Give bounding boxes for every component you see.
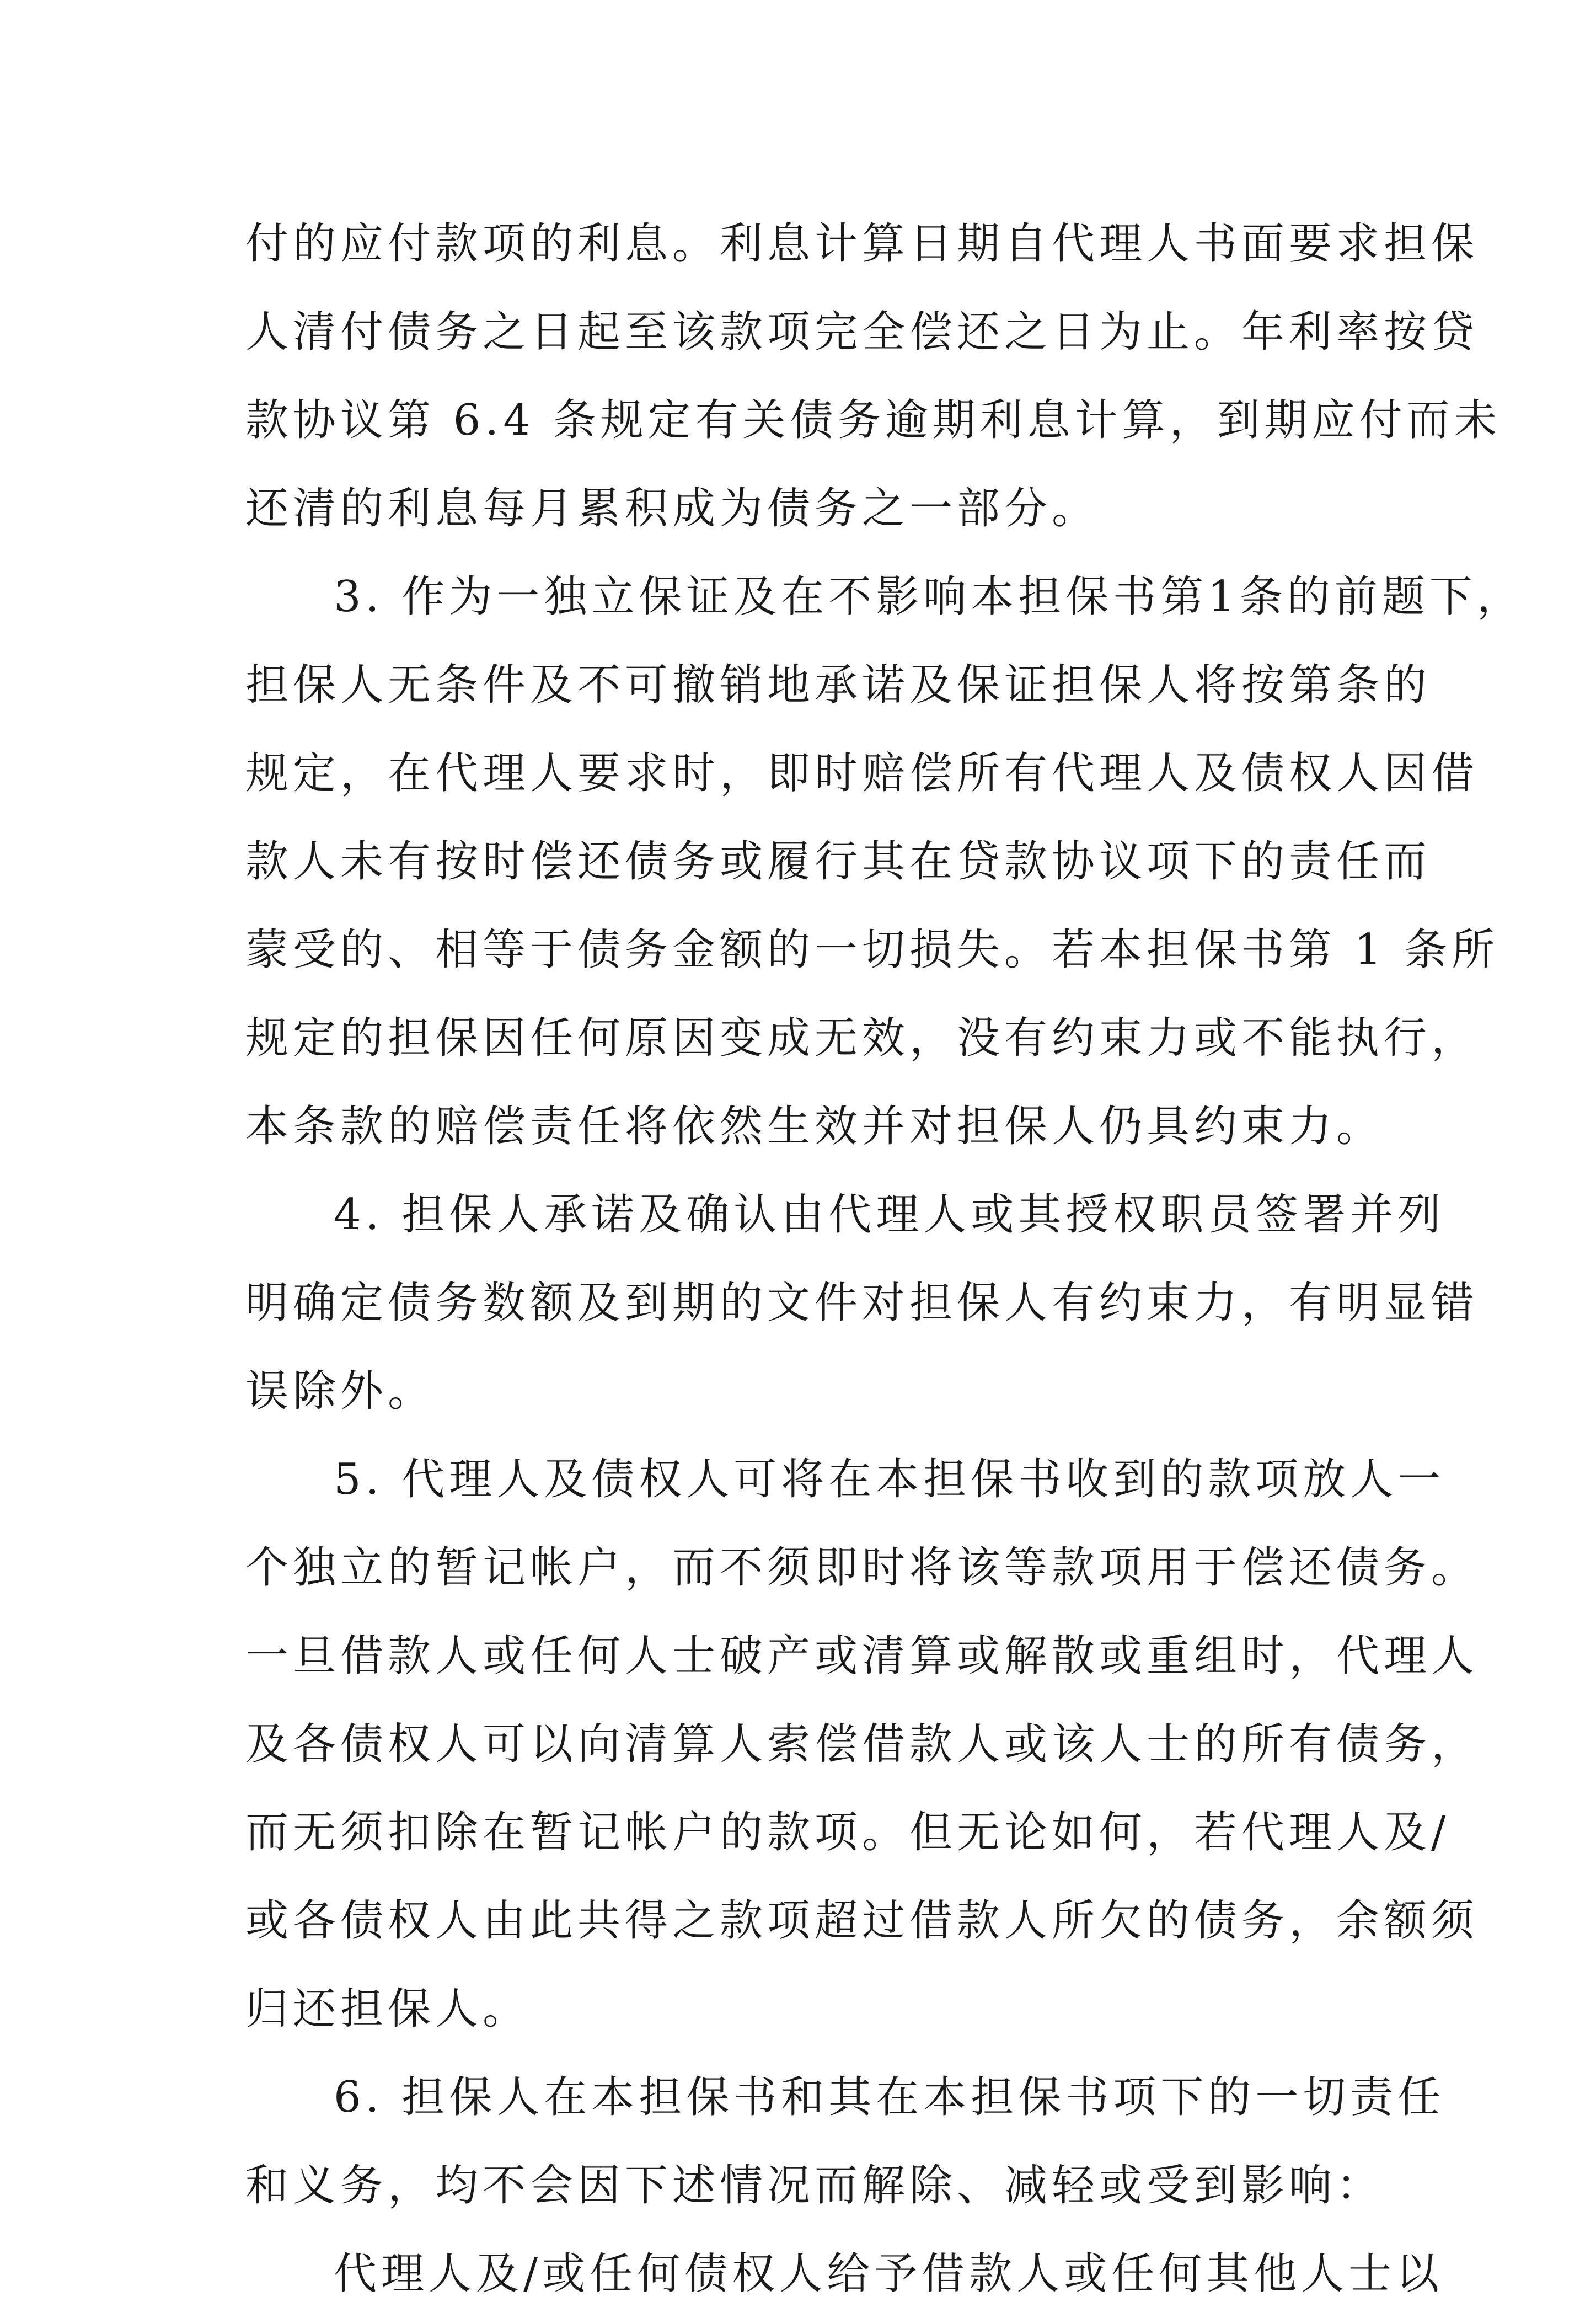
- text-line: 蒙受的、相等于债务金额的一切损失。若本担保书第 1 条所: [245, 925, 1499, 975]
- text-line: 人清付债务之日起至该款项完全偿还之日为止。年利率按贷: [245, 307, 1479, 357]
- text-line: 款人未有按时偿还债务或履行其在贷款协议项下的责任而: [245, 837, 1432, 886]
- document-body: [245, 200, 1524, 2318]
- text-line: 归还担保人。: [245, 1984, 531, 2034]
- text-line: 规定的担保因任何原因变成无效，没有约束力或不能执行，: [245, 1013, 1479, 1063]
- text-line: 担保人无条件及不可撤销地承诺及保证担保人将按第条的: [245, 660, 1432, 710]
- text-line: 4. 担保人承诺及确认由代理人或其授权职员签署并列: [334, 1190, 1445, 1240]
- text-line: 个独立的暂记帐户，而不须即时将该等款项用于偿还债务。: [245, 1543, 1479, 1593]
- text-line: 误除外。: [245, 1366, 436, 1416]
- text-line: 规定，在代理人要求时，即时赔偿所有代理人及债权人因借: [245, 749, 1479, 798]
- text-line: 5. 代理人及债权人可将在本担保书收到的款项放人一: [334, 1455, 1445, 1504]
- text-line: 3. 作为一独立保证及在不影响本担保书第1条的前题下，: [334, 572, 1524, 622]
- text-line: 和义务，均不会因下述情况而解除、减轻或受到影响：: [245, 2161, 1384, 2210]
- text-line: 本条款的赔偿责任将依然生效并对担保人仍具约束力。: [245, 1102, 1384, 1151]
- text-line: 还清的利息每月累积成为债务之一部分。: [245, 484, 1100, 533]
- text-line: 及各债权人可以向清算人索偿借款人或该人士的所有债务，: [245, 1719, 1479, 1769]
- text-line: 付的应付款项的利息。利息计算日期自代理人书面要求担保: [245, 219, 1479, 269]
- text-line: 或各债权人由此共得之款项超过借款人所欠的债务，余额须: [245, 1896, 1479, 1946]
- text-line: 一旦借款人或任何人士破产或清算或解散或重组时，代理人: [245, 1631, 1479, 1681]
- text-line: 而无须扣除在暂记帐户的款项。但无论如何，若代理人及/: [245, 1808, 1450, 1857]
- text-line: 6. 担保人在本担保书和其在本担保书项下的一切责任: [334, 2073, 1445, 2122]
- text-line: 代理人及/或任何债权人给予借款人或任何其他人士以: [334, 2249, 1444, 2299]
- text-line: 款协议第 6.4 条规定有关债务逾期利息计算，到期应付而未: [245, 396, 1502, 445]
- text-line: 明确定债务数额及到期的文件对担保人有约束力，有明显错: [245, 1278, 1479, 1328]
